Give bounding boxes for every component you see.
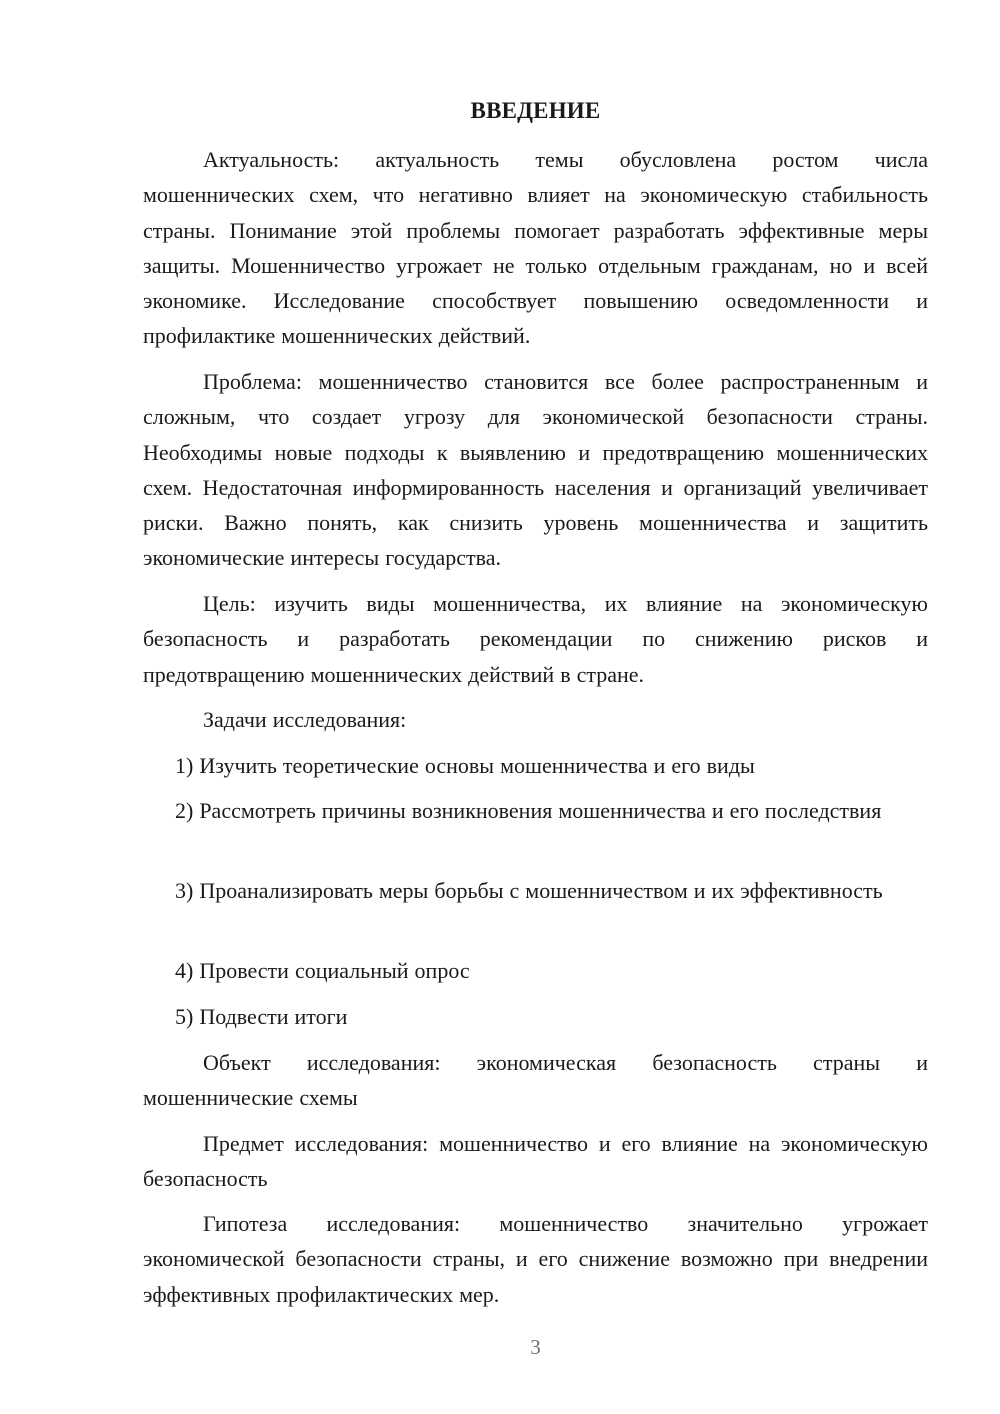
page-number: 3 (530, 1335, 541, 1359)
page-title: ВВЕДЕНИЕ (470, 98, 601, 123)
object-paragraph: Объект исследования: экономическая безопасность страны и мошеннические схемы (143, 1050, 928, 1111)
task-item-4: 4) Провести социальный опрос (175, 958, 470, 983)
subject-paragraph: Предмет исследования: мошенничество и его влияние на экономическую безопасность (143, 1131, 928, 1192)
problem-paragraph: Проблема: мошенничество становится все более распространенным и сложным, что создает угрозу для экономической безопасности страны. Необходимы новые подходы к выявлению и предотвращению мошеннических схем. Недостаточная информированность населения и организаций увеличивает риски. Важно понять, как снизить уровень мошенничества и защитить экономические интересы государства. (143, 369, 928, 571)
task-item-3: 3) Проанализировать меры борьбы с мошенничеством и их эффективность (175, 878, 883, 903)
goal-paragraph: Цель: изучить виды мошенничества, их влияние на экономическую безопасность и разработать рекомендации по снижению рисков и предотвращению мошеннических действий в стране. (143, 591, 928, 687)
tasks-heading: Задачи исследования: (203, 707, 407, 732)
document-page (143, 0, 928, 1414)
relevance-paragraph: Актуальность: актуальность темы обусловлена ростом числа мошеннических схем, что негативно влияет на экономическую стабильность страны. Понимание этой проблемы помогает разработать эффективные меры защиты. Мошенничество угрожает не только отдельным гражданам, но и всей экономике. Исследование способствует повышению осведомленности и профилактике мошеннических действий. (143, 147, 928, 349)
task-item-5: 5) Подвести итоги (175, 1004, 348, 1029)
task-item-2: 2) Рассмотреть причины возникновения мошенничества и его последствия (175, 798, 882, 823)
hypothesis-paragraph: Гипотеза исследования: мошенничество значительно угрожает экономической безопасности страны, и его снижение возможно при внедрении эффективных профилактических мер. (143, 1211, 928, 1307)
task-item-1: 1) Изучить теоретические основы мошенничества и его виды (175, 753, 755, 778)
